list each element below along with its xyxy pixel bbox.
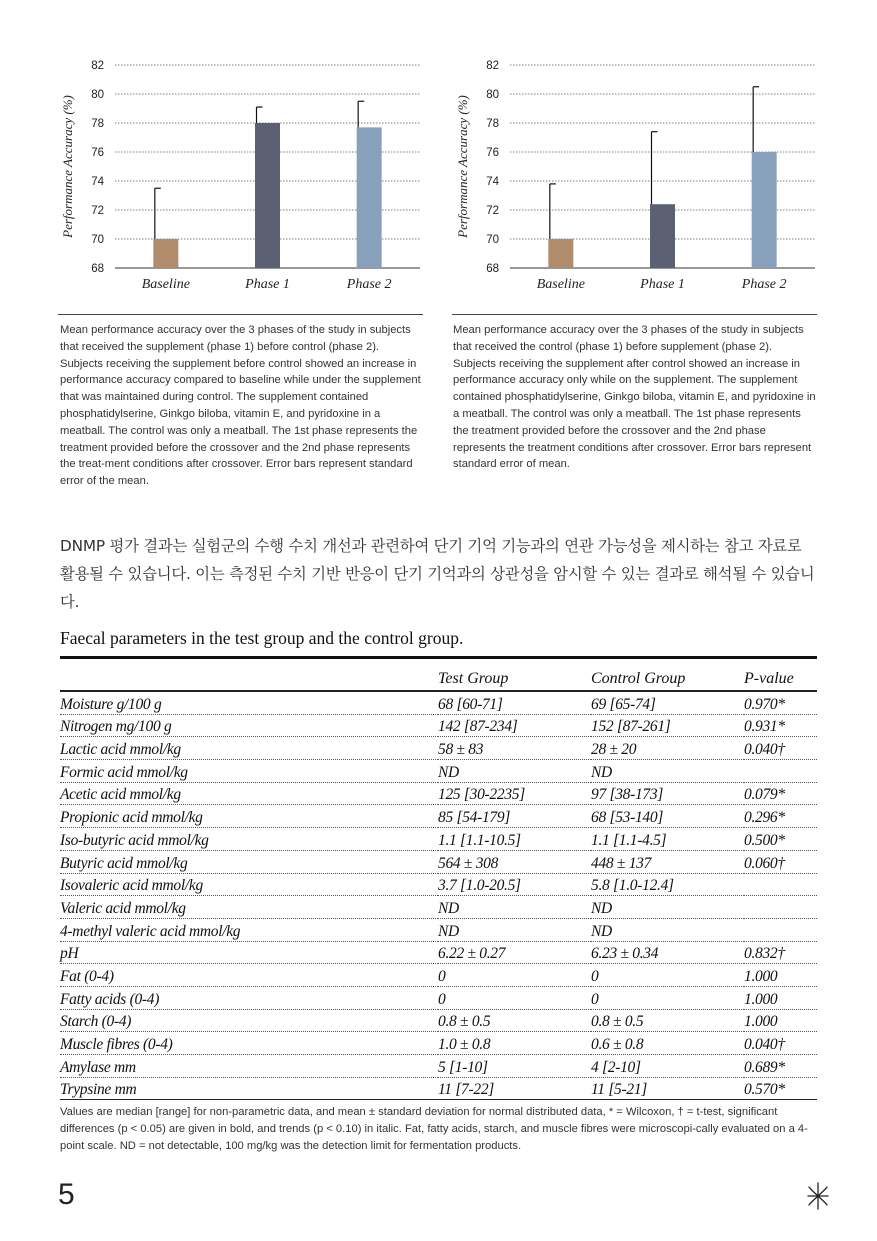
cell-p-value (744, 873, 817, 896)
cell-parameter: Valeric acid mmol/kg (60, 896, 438, 919)
cell-p-value: 1.000 (744, 964, 817, 987)
cell-parameter: Fatty acids (0-4) (60, 986, 438, 1009)
table-row (60, 918, 817, 941)
cell-test-group: ND (438, 918, 591, 941)
cell-parameter: Lactic acid mmol/kg (60, 737, 438, 760)
cell-test-group: 11 [7-22] (438, 1077, 591, 1100)
bar-baseline (153, 239, 178, 268)
cell-test-group: 0 (438, 986, 591, 1009)
cell-p-value: 0.040† (744, 1032, 817, 1055)
cell-test-group: 0.8 ± 0.5 (438, 1009, 591, 1032)
table-row (60, 1077, 817, 1100)
cell-p-value: 0.931* (744, 714, 817, 737)
cell-control-group: 4 [2-10] (591, 1055, 744, 1078)
header-control-group: Control Group (591, 658, 744, 692)
bar-phase-2 (357, 127, 382, 268)
cell-parameter: Starch (0-4) (60, 1009, 438, 1032)
cell-control-group: ND (591, 896, 744, 919)
y-tick-label: 76 (91, 147, 104, 159)
cell-test-group: ND (438, 760, 591, 783)
cell-parameter: Nitrogen mg/100 g (60, 714, 438, 737)
cell-p-value: 0.060† (744, 850, 817, 873)
table-row (60, 873, 817, 896)
asterisk-star-icon (806, 1182, 830, 1210)
x-tick-label: Baseline (536, 277, 585, 292)
y-axis-label: Performance Accuracy (%) (60, 95, 75, 238)
caption-right: Mean performance accuracy over the 3 phases of the study in subjects that received the control (phase 1) before supplement (phase 2). Subjects receiving the supplement after control showed an increase in performance accuracy only while on the supplement. The supplement contained phosphatidylserine, Ginkgo biloba, vitamin E, and pyridoxine in a meatball. The control was only a meatball. The 1st phase represents the treatment provided before the crossover and the 2nd phase represents the treatment conditions after crossover. Error bars represent standard error of mean. (453, 324, 816, 471)
cell-control-group: 6.23 ± 0.34 (591, 941, 744, 964)
cell-p-value: 0.296* (744, 805, 817, 828)
table-row (60, 1009, 817, 1032)
y-tick-label: 80 (486, 89, 499, 101)
cell-parameter: Butyric acid mmol/kg (60, 850, 438, 873)
caption-rule-right (452, 314, 817, 315)
y-tick-label: 80 (91, 89, 104, 101)
faecal-parameters-table (60, 656, 817, 1100)
cell-control-group: 68 [53-140] (591, 805, 744, 828)
y-tick-label: 74 (91, 176, 104, 188)
cell-test-group: 5 [1-10] (438, 1055, 591, 1078)
table-footnote: Values are median [range] for non-parametric data, and mean ± standard deviation for normal distributed data, * = Wilcoxon, † = t-test, significant differences (p < 0.05) are given in bold, and trends (p < 0.10) in italic. Fat, fatty acids, starch, and muscle fibres were microscopi-cally evaluated on a 4-point scale. ND = not detectable, 100 mg/kg was the detection limit for fermentation products. (60, 1106, 808, 1152)
y-tick-label: 70 (91, 234, 104, 246)
chart-right (450, 50, 820, 300)
table-title: Faecal parameters in the test group and the control group. (60, 628, 464, 648)
table-row (60, 1055, 817, 1078)
cell-control-group: 448 ± 137 (591, 850, 744, 873)
cell-p-value: 0.832† (744, 941, 817, 964)
cell-parameter: Isovaleric acid mmol/kg (60, 873, 438, 896)
cell-test-group: 3.7 [1.0-20.5] (438, 873, 591, 896)
body-paragraph: DNMP 평가 결과는 실험군의 수행 수치 개선과 관련하여 단기 기억 기능과의 연관 가능성을 제시하는 참고 자료로 활용될 수 있습니다. 이는 측정된 수치 기반 반응이 단기 기억과의 상관성을 암시할 수 있는 결과로 해석될 수 있습니다. (60, 537, 815, 611)
cell-p-value: 1.000 (744, 1009, 817, 1032)
cell-test-group: 142 [87-234] (438, 714, 591, 737)
cell-p-value: 0.079* (744, 782, 817, 805)
table-row (60, 828, 817, 851)
y-tick-label: 78 (486, 118, 499, 130)
cell-p-value: 0.689* (744, 1055, 817, 1078)
cell-control-group: 97 [38-173] (591, 782, 744, 805)
cell-parameter: Amylase mm (60, 1055, 438, 1078)
cell-control-group: 0 (591, 964, 744, 987)
cell-test-group: 125 [30-2235] (438, 782, 591, 805)
cell-parameter: Formic acid mmol/kg (60, 760, 438, 783)
cell-control-group: ND (591, 760, 744, 783)
cell-parameter: Fat (0-4) (60, 964, 438, 987)
bar-phase-1 (255, 123, 280, 268)
table-body (60, 691, 817, 1100)
x-tick-label: Phase 2 (741, 277, 787, 292)
table-row (60, 1032, 817, 1055)
cell-parameter: Trypsine mm (60, 1077, 438, 1100)
cell-control-group: 0.8 ± 0.5 (591, 1009, 744, 1032)
cell-test-group: 6.22 ± 0.27 (438, 941, 591, 964)
y-tick-label: 68 (91, 263, 104, 275)
header-p-value: P-value (744, 658, 817, 692)
y-tick-label: 82 (91, 60, 104, 72)
cell-parameter: Moisture g/100 g (60, 691, 438, 714)
y-tick-label: 70 (486, 234, 499, 246)
caption-rule-left (58, 314, 423, 315)
y-tick-label: 72 (91, 205, 104, 217)
cell-control-group: 11 [5-21] (591, 1077, 744, 1100)
table-row (60, 714, 817, 737)
bar-baseline (548, 239, 573, 268)
cell-parameter: Propionic acid mmol/kg (60, 805, 438, 828)
table-header-row (60, 658, 817, 692)
table-row (60, 896, 817, 919)
cell-test-group: 564 ± 308 (438, 850, 591, 873)
table-row (60, 805, 817, 828)
x-tick-label: Phase 1 (640, 277, 685, 292)
chart-left-svg (55, 50, 425, 300)
cell-parameter: 4-methyl valeric acid mmol/kg (60, 918, 438, 941)
cell-p-value: 0.040† (744, 737, 817, 760)
cell-test-group: ND (438, 896, 591, 919)
cell-control-group: 152 [87-261] (591, 714, 744, 737)
table-row (60, 986, 817, 1009)
cell-p-value: 0.500* (744, 828, 817, 851)
cell-p-value (744, 918, 817, 941)
cell-control-group: 1.1 [1.1-4.5] (591, 828, 744, 851)
table-row (60, 850, 817, 873)
cell-test-group: 1.1 [1.1-10.5] (438, 828, 591, 851)
table-row (60, 941, 817, 964)
cell-test-group: 85 [54-179] (438, 805, 591, 828)
bar-phase-2 (752, 152, 777, 268)
cell-parameter: Acetic acid mmol/kg (60, 782, 438, 805)
cell-p-value: 0.970* (744, 691, 817, 714)
chart-left (55, 50, 425, 300)
header-test-group: Test Group (438, 658, 591, 692)
table-row (60, 964, 817, 987)
table-row (60, 782, 817, 805)
x-tick-label: Baseline (141, 277, 190, 292)
cell-parameter: Iso-butyric acid mmol/kg (60, 828, 438, 851)
cell-parameter: Muscle fibres (0-4) (60, 1032, 438, 1055)
cell-test-group: 68 [60-71] (438, 691, 591, 714)
y-tick-label: 82 (486, 60, 499, 72)
cell-test-group: 1.0 ± 0.8 (438, 1032, 591, 1055)
y-axis-label: Performance Accuracy (%) (455, 95, 470, 238)
header-parameter (60, 658, 438, 692)
cell-control-group: 0.6 ± 0.8 (591, 1032, 744, 1055)
cell-control-group: 0 (591, 986, 744, 1009)
cell-control-group: ND (591, 918, 744, 941)
cell-p-value (744, 896, 817, 919)
cell-control-group: 5.8 [1.0-12.4] (591, 873, 744, 896)
chart-right-svg (450, 50, 820, 300)
bar-phase-1 (650, 204, 675, 268)
table-row (60, 691, 817, 714)
caption-left: Mean performance accuracy over the 3 phases of the study in subjects that received the supplement (phase 1) before control (phase 2). Subjects receiving the supplement before control showed an increase in performance accuracy compared to baseline while under the supplement that was maintained during control. The supplement contained phosphatidylserine, Ginkgo biloba, vitamin E, and pyridoxine in a meatball. The control was only a meatball. The 1st phase represents the treatment provided before the crossover and the 2nd phase represents the treat-ment conditions after crossover. Error bars represent standard error of the mean. (60, 324, 421, 488)
cell-test-group: 58 ± 83 (438, 737, 591, 760)
table-row (60, 760, 817, 783)
cell-p-value: 1.000 (744, 986, 817, 1009)
table-row (60, 737, 817, 760)
y-tick-label: 74 (486, 176, 499, 188)
y-tick-label: 68 (486, 263, 499, 275)
page-number: 5 (58, 1178, 75, 1211)
y-tick-label: 72 (486, 205, 499, 217)
x-tick-label: Phase 1 (245, 277, 290, 292)
cell-p-value: 0.570* (744, 1077, 817, 1100)
cell-parameter: pH (60, 941, 438, 964)
cell-control-group: 28 ± 20 (591, 737, 744, 760)
cell-test-group: 0 (438, 964, 591, 987)
y-tick-label: 76 (486, 147, 499, 159)
x-tick-label: Phase 2 (346, 277, 392, 292)
cell-p-value (744, 760, 817, 783)
cell-control-group: 69 [65-74] (591, 691, 744, 714)
y-tick-label: 78 (91, 118, 104, 130)
